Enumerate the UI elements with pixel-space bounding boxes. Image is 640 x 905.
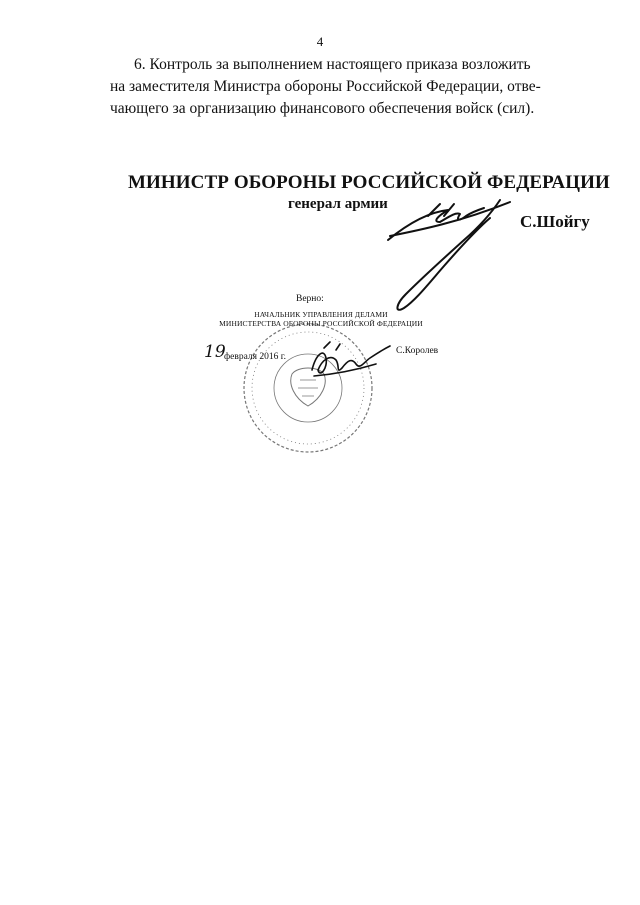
round-seal-icon bbox=[238, 318, 378, 458]
signatory-rank: генерал армии bbox=[288, 196, 388, 212]
certifier-position bbox=[214, 310, 428, 328]
page-number: 4 bbox=[316, 34, 324, 49]
handwritten-signature-icon bbox=[360, 182, 540, 322]
paragraph-control-clause bbox=[110, 54, 595, 120]
certifier-position-line: НАЧАЛЬНИК УПРАВЛЕНИЯ ДЕЛАМИ bbox=[254, 310, 388, 319]
paragraph-line: 6. Контроль за выполнением настоящего приказа возложить bbox=[134, 56, 531, 73]
certifier-name: С.Королев bbox=[396, 346, 439, 356]
certification-date: февраля 2016 г. bbox=[224, 352, 286, 362]
paragraph-line: чающего за организацию финансового обеспечения войск (сил). bbox=[110, 100, 535, 117]
signatory-name: С.Шойгу bbox=[520, 212, 590, 231]
certifier-position-line: МИНИСТЕРСТВА ОБОРОНЫ РОССИЙСКОЙ ФЕДЕРАЦИИ bbox=[219, 319, 423, 328]
paragraph-line: на заместителя Министра обороны Российской Федерации, отве- bbox=[110, 78, 541, 95]
handwritten-signature-icon bbox=[306, 340, 396, 386]
signatory-title: МИНИСТР ОБОРОНЫ РОССИЙСКОЙ ФЕДЕРАЦИИ bbox=[128, 172, 610, 193]
certification-label: Верно: bbox=[296, 294, 324, 304]
certification-date-day: 19 bbox=[204, 342, 226, 362]
